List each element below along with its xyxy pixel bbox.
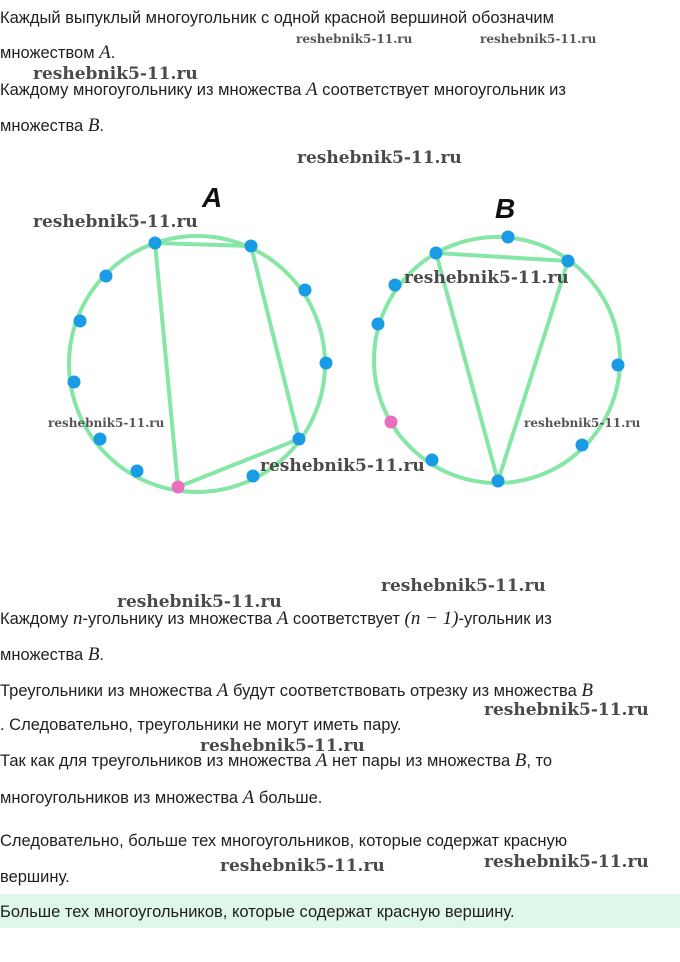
watermark: reshebnik5-11.ru xyxy=(48,416,165,430)
watermark: reshebnik5-11.ru xyxy=(260,456,425,476)
paragraph-3-line-2: множества B. xyxy=(0,644,105,665)
vertex-point xyxy=(492,475,505,488)
watermark: reshebnik5-11.ru xyxy=(381,576,546,596)
polygon-b-edge xyxy=(498,261,568,481)
vertex-point xyxy=(149,237,162,250)
paragraph-6-line-2: вершину. xyxy=(0,868,70,886)
watermark: reshebnik5-11.ru xyxy=(117,592,282,612)
vertex-point xyxy=(389,279,402,292)
set-b-symbol: B xyxy=(581,680,594,701)
set-b-symbol: B xyxy=(87,644,100,665)
figure-label-a: A xyxy=(202,182,223,213)
watermark: reshebnik5-11.ru xyxy=(297,148,462,168)
vertex-point xyxy=(430,247,443,260)
watermark: reshebnik5-11.ru xyxy=(404,268,569,288)
vertex-point xyxy=(100,270,113,283)
figure-label-b: B xyxy=(495,193,516,224)
paragraph-4-line-1: Треугольники из множества A будут соответствовать отрезку из множества B xyxy=(0,680,594,701)
watermark: reshebnik5-11.ru xyxy=(200,736,365,756)
n-minus-one-expr: (n − 1) xyxy=(404,608,459,629)
vertex-point xyxy=(372,318,385,331)
set-a-symbol: A xyxy=(216,680,229,701)
vertex-point xyxy=(293,433,306,446)
vertex-point xyxy=(299,284,312,297)
polygon-b-edge xyxy=(436,253,568,261)
paragraph-1-line-2: множеством A. xyxy=(0,42,116,63)
vertex-point xyxy=(612,359,625,372)
watermark: reshebnik5-11.ru xyxy=(220,856,385,876)
vertex-point xyxy=(502,231,515,244)
red-vertex-point xyxy=(385,416,398,429)
set-a-symbol: A xyxy=(315,750,328,771)
vertex-point xyxy=(245,240,258,253)
watermark: reshebnik5-11.ru xyxy=(33,212,198,232)
vertex-point xyxy=(426,454,439,467)
set-b-symbol: B xyxy=(87,115,100,136)
vertex-point xyxy=(74,315,87,328)
polygon-a-edge xyxy=(251,246,299,439)
vertex-point xyxy=(320,357,333,370)
set-a-symbol: A xyxy=(242,787,255,808)
paragraph-4-line-2: . Следовательно, треугольники не могут иметь пару. xyxy=(0,716,402,734)
paragraph-6-line-1: Следовательно, больше тех многоугольников, которые содержат красную xyxy=(0,832,568,850)
set-b-symbol: B xyxy=(514,750,527,771)
polygon-a-edge xyxy=(155,243,178,487)
set-a-symbol: A xyxy=(276,608,289,629)
answer-text: Больше тех многоугольников, которые содержат красную вершину. xyxy=(0,903,515,921)
watermark: reshebnik5-11.ru xyxy=(33,64,198,84)
paragraph-2-line-1: Каждому многоугольнику из множества A соответствует многоугольник из xyxy=(0,79,566,100)
paragraph-1-line-1: Каждый выпуклый многоугольник с одной красной вершиной обозначим xyxy=(0,9,554,27)
n-symbol: n xyxy=(73,608,83,629)
watermark: reshebnik5-11.ru xyxy=(480,32,597,46)
vertex-point xyxy=(562,255,575,268)
paragraph-2-line-2: множества B. xyxy=(0,115,105,136)
vertex-point xyxy=(94,433,107,446)
vertex-point xyxy=(131,465,144,478)
vertex-point xyxy=(247,470,260,483)
paragraph-5-line-1: Так как для треугольников из множества A нет пары из множества B, то xyxy=(0,750,553,771)
paragraph-5-line-2: многоугольников из множества A больше. xyxy=(0,787,323,808)
watermark: reshebnik5-11.ru xyxy=(484,852,649,872)
vertex-point xyxy=(576,439,589,452)
set-a-symbol: A xyxy=(305,79,318,100)
watermark: reshebnik5-11.ru xyxy=(524,416,641,430)
watermark: reshebnik5-11.ru xyxy=(484,700,649,720)
set-a-symbol: A xyxy=(99,42,111,63)
vertex-point xyxy=(68,376,81,389)
red-vertex-point xyxy=(172,481,185,494)
paragraph-3-line-1: Каждому n-угольнику из множества A соответствует (n − 1)-угольник из xyxy=(0,608,552,629)
answer-box xyxy=(0,894,680,928)
watermark: reshebnik5-11.ru xyxy=(296,32,413,46)
